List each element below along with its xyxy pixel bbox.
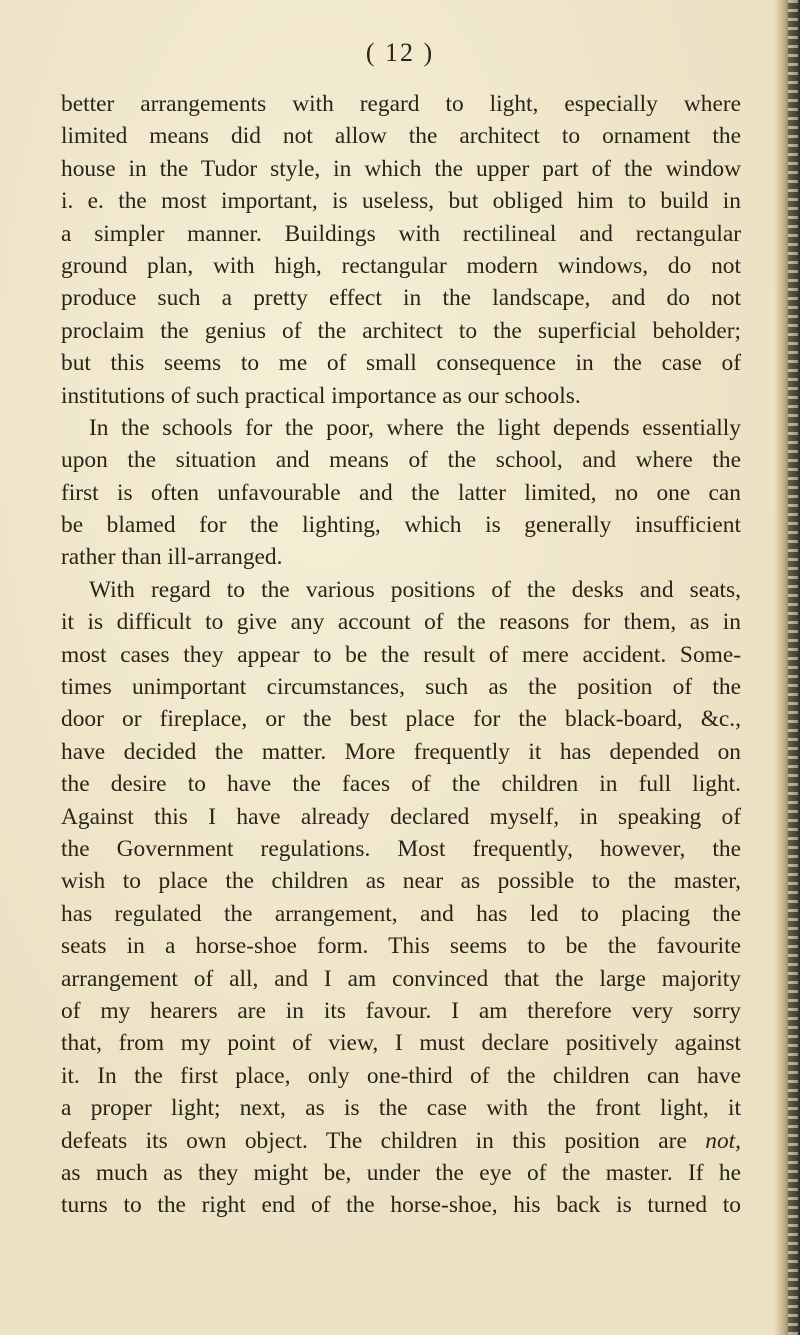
text-line: but this seems to me of small consequence in the case of (61, 350, 741, 377)
text-line: seats in a horse-shoe form. This seems to be the favourite (61, 933, 741, 960)
text-line: proclaim the genius of the architect to the superficial beholder; (61, 317, 741, 344)
text-line: In the schools for the poor, where the light depends essentially (89, 414, 741, 441)
text-line: upon the situation and means of the school, and where the (61, 447, 741, 474)
text-line: most cases they appear to be the result of mere accident. Some- (61, 641, 741, 668)
page-number: ( 12 ) (365, 38, 435, 67)
text-line: turns to the right end of the horse-shoe, his back is turned to (61, 1192, 741, 1219)
text-line: Against this I have already declared myself, in speaking of (61, 803, 741, 830)
binding-edge (788, 0, 798, 1335)
text-line: the Government regulations. Most frequently, however, the (61, 835, 741, 862)
text-line: door or fireplace, or the best place for the black-board, &c., (61, 706, 741, 733)
text-line: be blamed for the lighting, which is generally insufficient (61, 512, 741, 539)
text-line: have decided the matter. More frequently it has depended on (61, 738, 741, 765)
text-line: of my hearers are in its favour. I am therefore very sorry (61, 997, 741, 1024)
body-text (61, 88, 741, 1222)
text-line: times unimportant circumstances, such as the position of the (61, 674, 741, 701)
text-line: a proper light; next, as is the case with the front light, it (61, 1095, 741, 1122)
text-line: produce such a pretty effect in the landscape, and do not (61, 285, 741, 312)
text-line: a simpler manner. Buildings with rectilineal and rectangular (61, 220, 741, 247)
text-line: it. In the first place, only one-third of the children can have (61, 1062, 741, 1089)
text-line: that, from my point of view, I must declare positively against (61, 1030, 741, 1057)
text-line: i. e. the most important, is useless, but obliged him to build in (61, 188, 741, 215)
text-line: rather than ill-arranged. (61, 544, 283, 571)
text-line: has regulated the arrangement, and has led to placing the (61, 900, 741, 927)
text-line: limited means did not allow the architect to ornament the (61, 123, 741, 150)
text-line: With regard to the various positions of the desks and seats, (89, 576, 741, 603)
text-line: as much as they might be, under the eye of the master. If he (61, 1159, 741, 1186)
text-line: first is often unfavourable and the latter limited, no one can (61, 479, 741, 506)
text-line: institutions of such practical importance as our schools. (61, 382, 581, 409)
text-line: the desire to have the faces of the children in full light. (61, 771, 741, 798)
text-line: house in the Tudor style, in which the upper part of the window (61, 155, 741, 182)
text-line: ground plan, with high, rectangular modern windows, do not (61, 252, 741, 279)
text-line: arrangement of all, and I am convinced that the large majority (61, 965, 741, 992)
text-line: wish to place the children as near as possible to the master, (61, 868, 741, 895)
text-line: defeats its own object. The children in this position are not, (61, 1127, 741, 1154)
text-line: it is difficult to give any account of the reasons for them, as in (61, 609, 741, 636)
text-line: better arrangements with regard to light, especially where (61, 91, 741, 117)
